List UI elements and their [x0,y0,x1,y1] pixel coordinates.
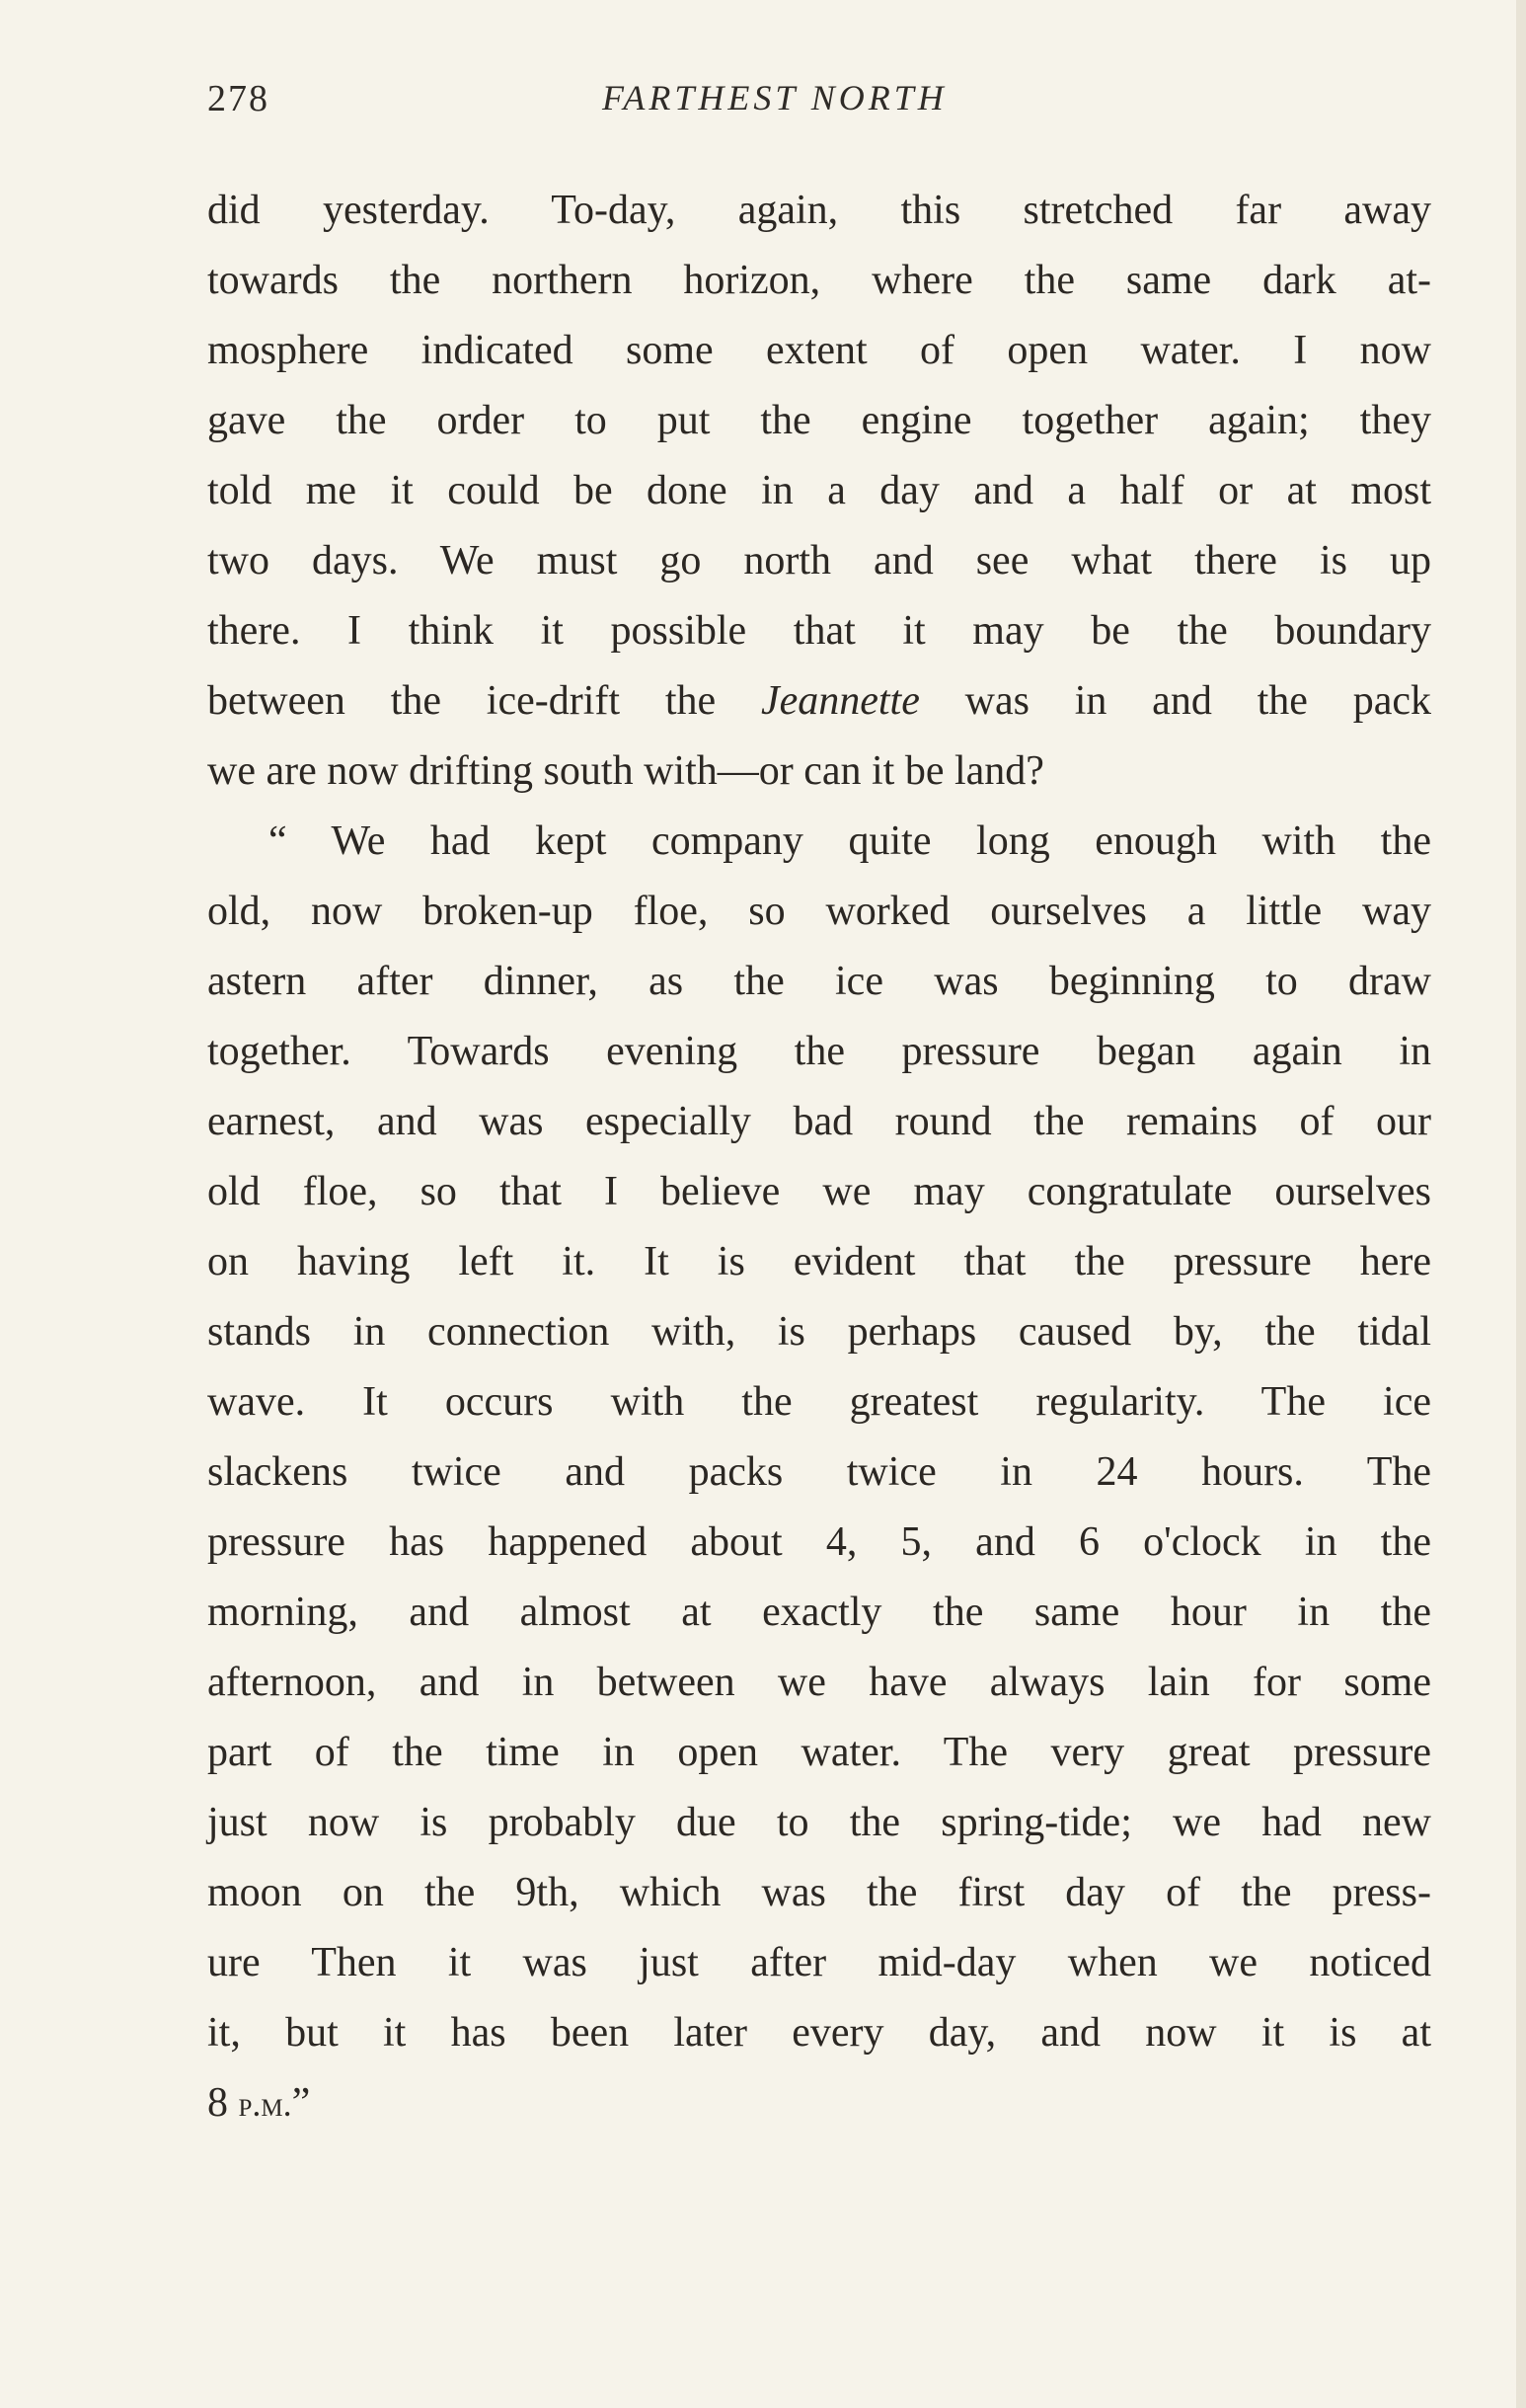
text-line: old floe, so that I believe we may congratulate ourselves [207,1169,1431,1214]
text-line: part of the time in open water. The very great pressure [207,1730,1431,1775]
text-line: there. I think it possible that it may be the boundary [207,608,1431,654]
text-segment: 8 [207,2080,239,2126]
text-line: ure Then it was just after mid-day when we noticed [207,1940,1431,1985]
text-line: earnest, and was especially bad round the remains of our [207,1099,1431,1144]
text-line: moon on the 9th, which was the first day of the press- [207,1870,1431,1915]
text-segment: ” [291,2080,311,2126]
page-edge [1516,0,1526,2408]
text-line: on having left it. It is evident that the pressure here [207,1239,1431,1284]
text-line: morning, and almost at exactly the same hour in the [207,1590,1431,1635]
text-line: two days. We must go north and see what there is up [207,538,1431,583]
text-line: astern after dinner, as the ice was beginning to draw [207,959,1431,1004]
text-line: slackens twice and packs twice in 24 hours. The [207,1449,1431,1495]
text-line [207,2068,1431,2138]
running-title: FARTHEST NORTH [602,78,948,117]
ship-name: Jeannette [760,678,920,724]
text-line: stands in connection with, is perhaps caused by, the tidal [207,1309,1431,1355]
text-line: towards the northern horizon, where the same dark at- [207,258,1431,303]
body-text [207,176,1431,2138]
text-line [207,666,1431,737]
text-line: afternoon, and in between we have always lain for some [207,1660,1431,1705]
page-number: 278 [207,78,269,119]
text-line: did yesterday. To-day, again, this stretched far away [207,188,1431,233]
text-segment: between the ice-drift the [207,678,761,724]
text-line: told me it could be done in a day and a half or at most [207,468,1431,513]
text-line: wave. It occurs with the greatest regularity. The ice [207,1379,1431,1425]
text-line: mosphere indicated some extent of open water. I now [207,328,1431,373]
text-line: “ We had kept company quite long enough with the [268,818,1431,864]
text-line: gave the order to put the engine together again; they [207,398,1431,443]
text-line: just now is probably due to the spring-tide; we had new [207,1800,1431,1845]
text-line: old, now broken-up floe, so worked ourselves a little way [207,889,1431,934]
text-segment: was in and the pack [919,678,1431,724]
time-abbreviation: p.m. [238,2084,292,2124]
text-line: pressure has happened about 4, 5, and 6 o'clock in the [207,1519,1431,1565]
running-head [207,77,1441,136]
text-line: it, but it has been later every day, and now it is at [207,2010,1431,2056]
text-line: together. Towards evening the pressure began again in [207,1029,1431,1074]
text-line: we are now drifting south with—or can it be land? [207,748,1044,794]
